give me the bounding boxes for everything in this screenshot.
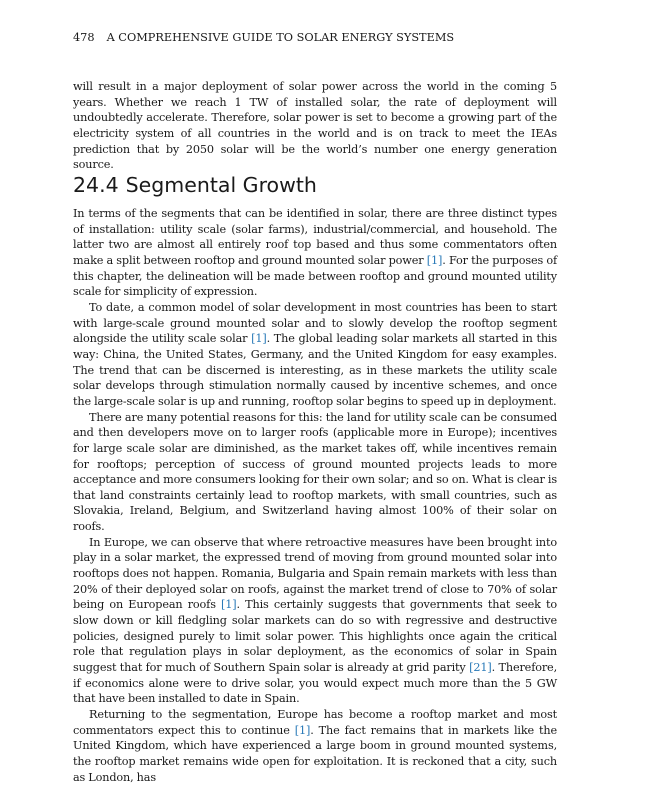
- lead-block: [73, 79, 557, 173]
- paragraph-text: In terms of the segments that can be identified in solar, there are three distinct types of installation: utility scale (solar farms), industrial/commercial, and household. The latter two are almost all entirely roof top based and thus some commentators often make a split between rooftop and ground mounted solar power: [73, 207, 557, 267]
- book-title: A COMPREHENSIVE GUIDE TO SOLAR ENERGY SYSTEMS: [106, 31, 455, 44]
- section-segmental-growth: [73, 173, 557, 785]
- paragraph-text: . Therefore, if economics alone were to drive solar, you would expect much more than the 5 GW that have been installed to date in Spain.: [73, 661, 557, 706]
- section-title: Segmental Growth: [125, 173, 317, 197]
- paragraph-text: To date, a common model of solar development in most countries has been to start with large-scale ground mounted solar and to slowly develop the rooftop segment alongside the utility scale solar: [73, 300, 557, 346]
- section-number: 24.4: [73, 173, 119, 197]
- paragraph-text: In Europe, we can observe that where retroactive measures have been brought into play in a solar market, the expressed trend of moving from ground mounted solar into rooftops does not happen. Romania, Bulgaria and Spain remain markets with less than 20% of their deployed solar on roofs, against the market trend of close to 70% of solar being on European roofs: [73, 535, 557, 612]
- citation-link[interactable]: [1]: [251, 332, 267, 346]
- paragraph-3: There are many potential reasons for this: the land for utility scale can be consumed and then developers move on to larger roofs (applicable more in Europe); incentives for large scale solar are diminished, as the market takes off, while incentives remain for rooftops; perception of success of ground mounted projects leads to more acceptance and more consumers looking for their own solar; and so on. What is clear is that land constraints certainly lead to rooftop markets, with small countries, such as Slovakia, Ireland, Belgium, and Switzerland having almost 100% of their solar on roofs.: [73, 410, 557, 534]
- paragraph-text: . This certainly suggests that governments that seek to slow down or kill fledgling solar markets can do so with regressive and destructive policies, designed purely to limit solar power. This highlights once again the critical role that regulation plays in solar deployment, as the economics of solar in Spain suggest that for much of Southern Spain solar is already at grid parity: [73, 598, 557, 675]
- paragraph-5: [73, 707, 557, 785]
- paragraph-text: Returning to the segmentation, Europe has become a rooftop market and most commentators expect this to continue: [73, 708, 557, 737]
- citation-link[interactable]: [1]: [294, 723, 311, 737]
- paragraph-text: . For the purposes of this chapter, the delineation will be made between rooftop and ground mounted utility scale for simplicity of expression.: [73, 253, 557, 299]
- paragraph-1: [73, 206, 557, 300]
- running-head: [73, 31, 454, 44]
- citation-link[interactable]: [21]: [469, 661, 492, 675]
- paragraph-2: [73, 300, 557, 410]
- continued-paragraph: will result in a major deployment of solar power across the world in the coming 5 years. Whether we reach 1 TW of installed solar, the rate of deployment will undoubtedly accelerate. Therefore, solar power is set to become a growing part of the electricity system of all countries in the world and is on track to meet the IEAs prediction that by 2050 solar will be the world’s number one energy generation source.: [73, 80, 557, 172]
- section-heading: [73, 173, 557, 197]
- citation-link[interactable]: [1]: [221, 598, 237, 612]
- paragraph-text: . The global leading solar markets all started in this way: China, the United States, Germany, and the United Kingdom for easy examples. The trend that can be discerned is interesting, as in these markets the utility scale solar develops through stimulation normally caused by incentive schemes, and once the large-scale solar is up and running, rooftop solar begins to speed up in deployment.: [73, 332, 557, 408]
- page-number: 478: [73, 31, 95, 44]
- paragraph-text: . The fact remains that in markets like the United Kingdom, which have experienced a large boom in ground mounted systems, the rooftop market remains wide open for exploitation. It is reckoned that a city, such as London, has: [73, 723, 557, 784]
- paragraph-4: [73, 535, 557, 707]
- citation-link[interactable]: [1]: [426, 253, 443, 267]
